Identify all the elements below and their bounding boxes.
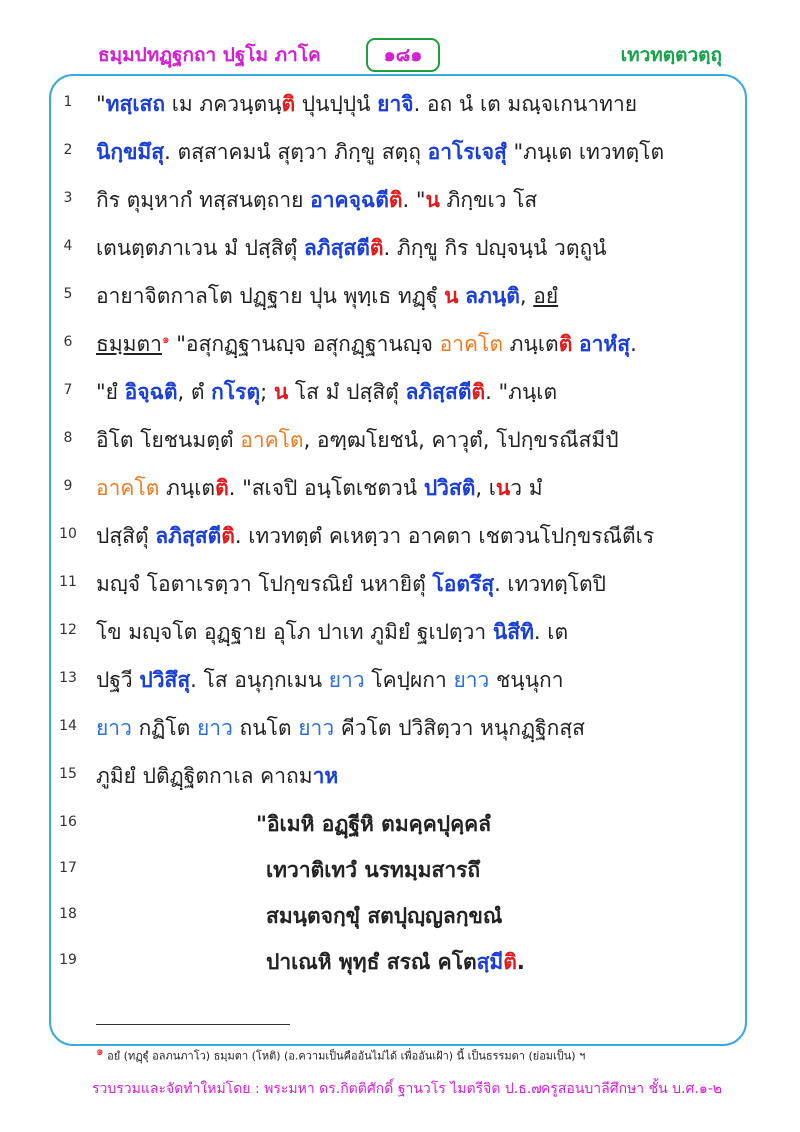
line-number: 19 [59, 952, 77, 968]
line-number: 7 [63, 382, 73, 398]
line-number: 10 [59, 526, 77, 542]
line-number: 6 [63, 334, 73, 350]
verse-line: สมนฺตจกฺขุํ สตปุญฺญลกฺขณํ [266, 904, 503, 928]
text-line: อิโต โยชนมตฺตํ อาคโต, อฑฺฒโยชนํ, คาวุตํ, โปกฺขรณีสมีปํ [96, 428, 619, 452]
line-number: 8 [63, 430, 73, 446]
book-title: ธมฺมปทฏฺฐกถา ปฐโม ภาโค [98, 44, 321, 66]
line-number: 3 [63, 190, 73, 206]
line-number: 12 [59, 622, 77, 638]
text-line: ยาว กฏิโต ยาว ถนโต ยาว คีวโต ปวิสิตฺวา หนุกฏฺฐิกสฺส [96, 716, 586, 740]
text-line: ธมฺมตา$^๑$ "อสุกฏฺฐานญฺจ อสุกฏฺฐานญฺจ อาคโต ภนฺเตติ อาหํสุ. [96, 332, 637, 356]
text-line: เตนตฺตภาเวน มํ ปสฺสิตุํ ลภิสฺสตีติ. ภิกฺขู กิร ปญฺจนฺนํ วตฺถูนํ [96, 236, 607, 260]
verse-line: "อิเมหิ อฏฺฐีหิ ตมคฺคปุคฺคลํ [256, 812, 492, 836]
line-number: 2 [63, 142, 73, 158]
chapter-title: เทวทตฺตวตฺถุ [620, 44, 722, 66]
footnote-marker: ๑ [161, 332, 170, 346]
line-number: 1 [63, 94, 73, 110]
line-number: 14 [59, 718, 77, 734]
line-number: 18 [59, 906, 77, 922]
line-number: 5 [63, 286, 73, 302]
line-number: 4 [63, 238, 73, 254]
text-line: โข มญฺจโต อุฏฺฐาย อุโภ ปาเท ภูมิยํ ฐเปตฺวา นิสีทิ. เต [96, 620, 569, 644]
line-number: 11 [59, 574, 77, 590]
line-number: 13 [59, 670, 77, 686]
page-number: ๑๘๑ [366, 38, 440, 72]
text-line: ภูมิยํ ปติฏฺฐิตกาเล คาถมาห [96, 764, 339, 788]
text-line: กิร ตุมฺหากํ ทสฺสนตฺถาย อาคจฺฉตีติ. "น ภิกฺขเว โส [96, 188, 538, 212]
text-line: มญฺจํ โอตาเรตฺวา โปกฺขรณิยํ นหายิตุํ โอตรึสุ. เทวทตฺโตปิ [96, 572, 606, 596]
footer-credit: รวบรวมและจัดทำใหม่โดย : พระมหา ดร.กิตติศักดิ์ ฐานวโร ไมตรีจิต ป.ธ.๗ [92, 1081, 542, 1097]
text-line: "ยํ อิจฺฉติ, ตํ กโรตุ; น โส มํ ปสฺสิตุํ ลภิสฺสตีติ. "ภนฺเต [96, 380, 558, 404]
line-number: 9 [63, 478, 73, 494]
verse-line: ปาเณหิ พุทฺธํ สรณํ คโตสฺมีติ. [266, 950, 525, 974]
text-line: อายาจิตกาลโต ปฏฺฐาย ปุน พุทฺเธ ทฏฺฐุํ น ลภนฺติ, อยํ [96, 284, 559, 308]
line-number: 15 [59, 766, 77, 782]
text-line: นิกฺขมึสุ. ตสฺสาคมนํ สุตฺวา ภิกฺขู สตฺถุ อาโรเจสุํ "ภนฺเต เทวทตฺโต [96, 140, 665, 164]
text-line: ปฐวี ปวิสึสุ. โส อนุกฺกเมน ยาว โคปฺผกา ยาว ชนฺนุกา [96, 668, 564, 692]
footnote-divider [96, 1024, 290, 1025]
line-number: 16 [59, 814, 77, 830]
text-line: ปสฺสิตุํ ลภิสฺสตีติ. เทวทตฺตํ คเหตฺวา อาคตา เชตวนโปกฺขรณีตีเร [96, 524, 655, 548]
footer-course: ครูสอนบาลีศึกษา ชั้น บ.ศ.๑-๒ [540, 1081, 722, 1097]
text-line: อาคโต ภนฺเตติ. "สเจปิ อนฺโตเชตวนํ ปวิสติ, เนว มํ [96, 476, 543, 500]
text-line: "ทสฺเสถ เม ภควนฺตนฺติ ปุนปฺปุนํ ยาจิ. อถ นํ เต มณฺจเกนาทาย [96, 92, 638, 116]
verse-line: เทวาติเทวํ นรทมฺมสารถึ [266, 858, 481, 882]
line-number: 17 [59, 860, 77, 876]
footnote: ๑ อยํ (ทฏฺฐุํ อลภนภาโว) ธมฺมตา (โหติ) (อ.ความเป็นคืออันไม่ได้ เพื่ออันเฝ้า) นี้ เป็นธรรมดา (ย่อมเป็น) ฯ [96, 1044, 586, 1063]
